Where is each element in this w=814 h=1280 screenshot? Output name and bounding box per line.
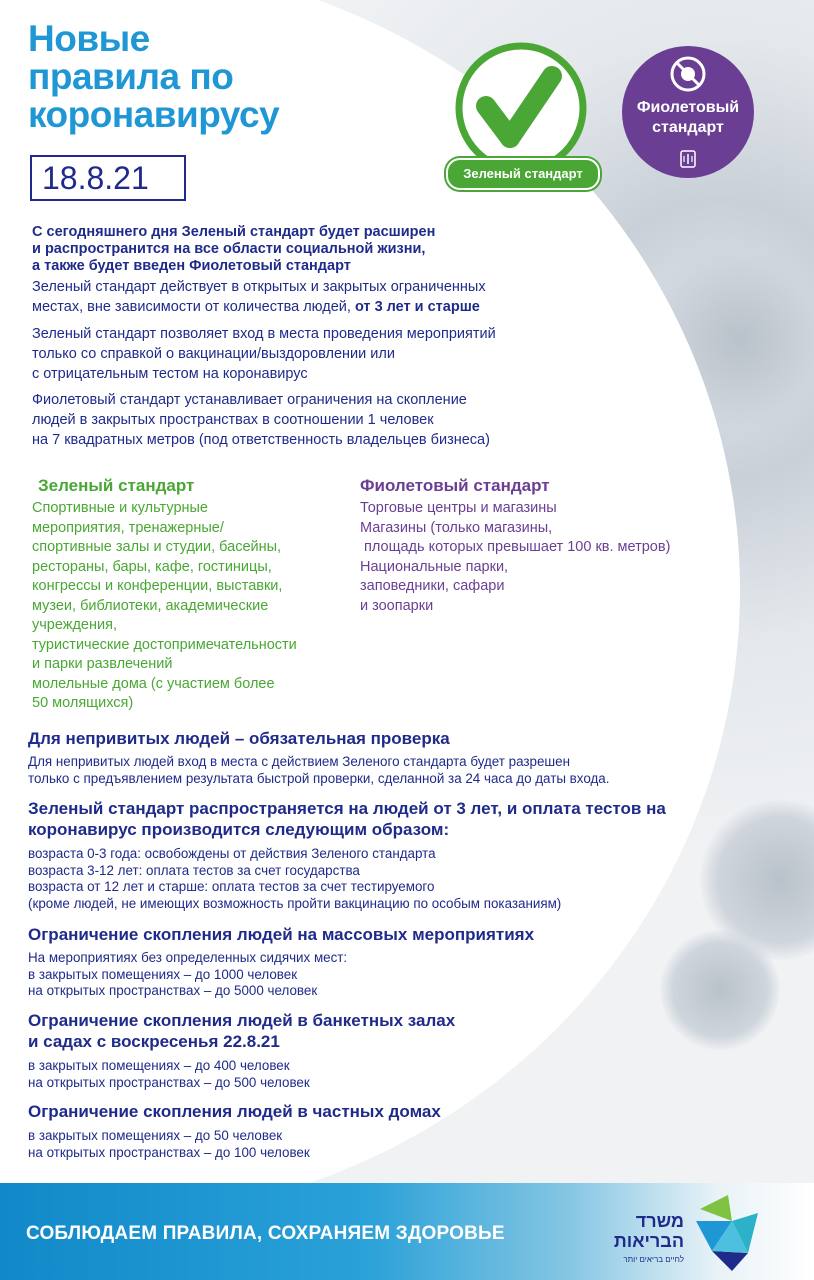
purple-list-line: Национальные парки, [360, 558, 509, 575]
intro-paragraph-1 [32, 277, 592, 317]
paragraph-line [32, 297, 592, 317]
intro-paragraph-2 [32, 324, 592, 384]
paragraph-line: с отрицательным тестом на коронавирус [32, 366, 308, 382]
section-heading-line: Ограничение скопления людей в банкетных залах [28, 1011, 456, 1030]
section-text-line: в закрытых помещениях – до 50 человек [28, 1128, 283, 1143]
title-line: правила по [28, 56, 234, 97]
green-list-line: музеи, библиотеки, академические [32, 597, 269, 614]
green-list-line: мероприятия, тренажерные/ [32, 519, 224, 536]
ministry-logo [600, 1189, 800, 1273]
section-heading-line: коронавирус производится следующим образом: [28, 820, 450, 839]
paragraph-line: на 7 квадратных метров (под ответственность владельцев бизнеса) [32, 432, 490, 448]
section-heading-line: Ограничение скопления людей в частных домах [28, 1102, 441, 1121]
section-text [28, 1128, 748, 1161]
green-standard-badge [440, 40, 602, 190]
green-column-title: Зеленый стандарт [38, 476, 195, 495]
logo-name [604, 1211, 684, 1251]
section-heading-line: и садах с воскресенья 22.8.21 [28, 1032, 280, 1051]
logo-name-line: הבריאות [613, 1231, 684, 1251]
purple-list-line: Магазины (только магазины, [360, 519, 553, 536]
logo-name-line: משרד [635, 1211, 684, 1231]
green-list-line: рестораны, бары, кафе, гостиницы, [32, 558, 272, 575]
purple-list-line: площадь которых превышает 100 кв. метров) [360, 539, 671, 555]
title-line: Новые [28, 18, 150, 59]
section-text-line: возраста 3-12 лет: оплата тестов за счет государства [28, 862, 360, 878]
green-standard-label: Зеленый стандарт [446, 158, 600, 190]
section-heading-line: Зеленый стандарт распространяется на людей от 3 лет, и оплата тестов на [28, 799, 666, 818]
section-text-line: в закрытых помещениях – до 400 человек [28, 1058, 290, 1073]
section-text-line: на открытых пространствах – до 5000 человек [28, 983, 318, 998]
green-list-line: учреждения, [32, 617, 117, 633]
purple-standard-label [622, 98, 754, 138]
purple-label-line: стандарт [652, 119, 724, 136]
paragraph-line: Фиолетовый стандарт устанавливает ограничения на скопление [32, 392, 467, 408]
section-text [28, 846, 748, 912]
section-text [28, 754, 748, 787]
intro-heading-line: и распространится на все области социальной жизни, [32, 241, 426, 257]
section-heading-line: Для непривитых людей – обязательная проверка [28, 729, 450, 748]
section-text [28, 1058, 748, 1091]
section-text-line: возраста 0-3 года: освобождены от действия Зеленого стандарта [28, 846, 436, 861]
section-heading [28, 1010, 748, 1052]
intro-heading-line: а также будет введен Фиолетовый стандарт [32, 258, 351, 274]
intro-paragraph-3 [32, 390, 592, 450]
green-list-line: 50 молящихся) [32, 695, 134, 711]
intro-heading-line: С сегодняшнего дня Зеленый стандарт будет расширен [32, 224, 436, 240]
section-heading [28, 728, 748, 749]
paragraph-emphasis: от 3 лет и старше [354, 299, 480, 315]
section-heading [28, 798, 748, 840]
footer-banner [0, 1183, 814, 1280]
section-heading [28, 1101, 748, 1122]
section-heading-line: Ограничение скопления людей на массовых мероприятиях [28, 925, 535, 944]
paragraph-line: людей в закрытых пространствах в соотношении 1 человек [32, 412, 434, 428]
green-list-line: конгрессы и конференции, выставки, [32, 578, 283, 594]
paragraph-line: Зеленый стандарт действует в открытых и закрытых ограниченных [32, 279, 486, 295]
footer-slogan: СОБЛЮДАЕМ ПРАВИЛА, СОХРАНЯЕМ ЗДОРОВЬЕ [26, 1223, 505, 1244]
section-text-line: в закрытых помещениях – до 1000 человек [28, 966, 298, 982]
green-list-line: спортивные залы и студии, басейны, [32, 539, 282, 555]
section-text-line: на открытых пространствах – до 100 человек [28, 1144, 310, 1160]
state-emblem-icon [680, 150, 696, 168]
section-text-line: (кроме людей, не имеющих возможность пройти вакцинацию по особым показаниям) [28, 895, 562, 911]
title-line: коронавирусу [28, 94, 280, 135]
green-column-list [32, 499, 352, 714]
paragraph-line: только со справкой о вакцинации/выздоровлении или [32, 346, 395, 362]
purple-list-line: и зоопарки [360, 597, 434, 614]
purple-column-title: Фиолетовый стандарт [360, 476, 550, 495]
paragraph-line: Зеленый стандарт позволяет вход в места проведения мероприятий [32, 326, 496, 342]
green-list-line: молельные дома (с участием более [32, 675, 275, 692]
green-list-line: и парки развлечений [32, 656, 173, 672]
date-box: 18.8.21 [30, 155, 186, 201]
intro-heading [32, 224, 592, 275]
logo-tagline: לחיים בריאים יותר [623, 1255, 684, 1264]
purple-standard-badge [622, 46, 754, 178]
purple-column-list [360, 499, 740, 616]
section-text-line: Для непривитых людей вход в места с действием Зеленого стандарта будет разрешен [28, 754, 570, 769]
purple-list-line: Торговые центры и магазины [360, 500, 557, 516]
purple-label-line: Фиолетовый [636, 99, 740, 116]
section-text-line: на открытых пространствах – до 500 человек [28, 1074, 310, 1090]
green-list-line: туристические достопримечательности [32, 636, 297, 653]
section-text-line: возраста от 12 лет и старше: оплата тестов за счет тестируемого [28, 879, 435, 894]
crossed-virus-icon [668, 54, 708, 94]
ministry-logo-icon [692, 1191, 764, 1273]
section-text [28, 950, 748, 1000]
page-title [28, 20, 388, 134]
section-text-line: только с предъявлением результата быстрой проверки, сделанной за 24 часа до даты входа. [28, 770, 610, 786]
green-list-line: Спортивные и культурные [32, 500, 208, 516]
paragraph-text: местах, вне зависимости от количества людей, [32, 299, 355, 315]
section-text-line: На мероприятиях без определенных сидячих мест: [28, 950, 348, 965]
section-heading [28, 924, 748, 945]
purple-list-line: заповедники, сафари [360, 578, 505, 594]
